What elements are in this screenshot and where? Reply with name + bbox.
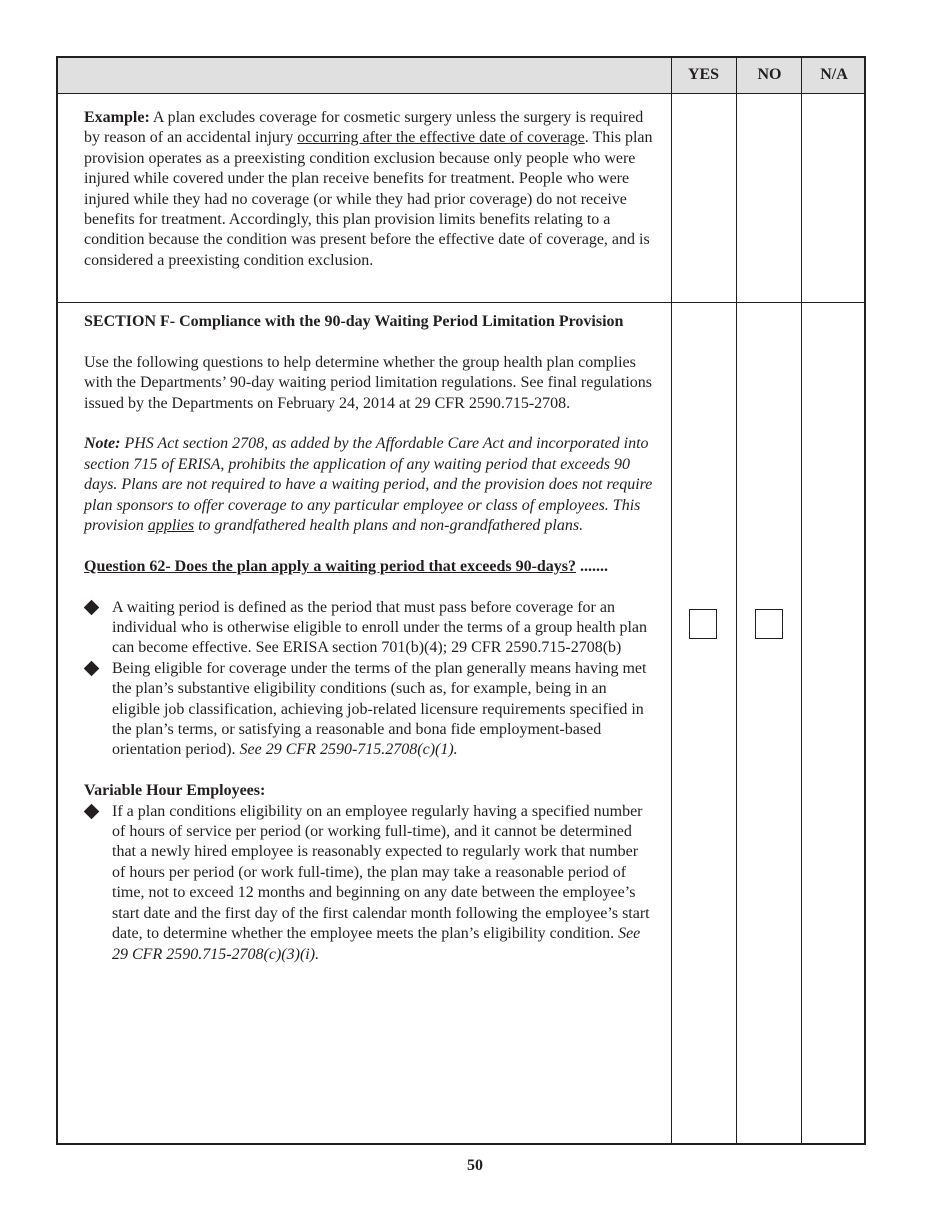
section-f — [84, 312, 654, 965]
list-item: A waiting period is defined as the period that must pass before coverage for an individual who is otherwise eligible to enroll under the terms of a group health plan can become effective. See ERISA section 701(b)(4); 29 CFR 2590.715-2708(b) — [84, 598, 654, 659]
divider — [801, 58, 802, 1143]
list-item: Being eligible for coverage under the terms of the plan generally means having met the plan’s substantive eligibility conditions (such as, for example, being in an eligible job classification, achieving job-related licensure requirements specified in the plan’s terms, or satisfying a reasonable and bona fide employment-based orientation period). See 29 CFR 2590-715.2708(c)(1). — [84, 659, 654, 761]
page-number: 50 — [467, 1157, 483, 1174]
section-title: SECTION F- Compliance with the 90-day Waiting Period Limitation Provision — [84, 313, 624, 330]
example-label: Example: — [84, 109, 150, 126]
q62-yes-checkbox[interactable] — [689, 609, 717, 639]
section-note: Note: PHS Act section 2708, as added by the Affordable Care Act and incorporated into section 715 of ERISA, prohibits the application of any waiting period that exceeds 90 days. Plans are not required to have a waiting period, and the provision does not require plan sponsors to offer coverage to any particular employee or class of employees. This provision applies to grandfathered health plans and non-grandfathered plans. — [84, 435, 653, 535]
divider — [58, 302, 864, 303]
divider — [58, 93, 864, 94]
divider — [736, 58, 737, 1143]
checklist-table — [56, 56, 866, 1145]
variable-hour-heading: Variable Hour Employees: — [84, 782, 266, 800]
na-column-header: N/A — [820, 66, 848, 83]
section-intro: Use the following questions to help determine whether the group health plan complies with the Departments’ 90-day waiting period limitation regulations. See final regulations issued by the Departments on February 24, 2014 at 29 CFR 2590.715-2708. — [84, 353, 653, 412]
list-item: If a plan conditions eligibility on an employee regularly having a specified number of hours of service per period (or working full-time), and it cannot be determined that a newly hired employee is reasonably expected to regularly work that number of hours per period (or work full-time), the plan may take a reasonable period of time, not to exceed 12 months and beginning on any date between the employee’s start date and the first day of the first calendar month following the employee’s start date, to determine whether the employee meets the plan’s eligibility condition. See 29 CFR 2590.715-2708(c)(3)(i). — [84, 802, 654, 965]
diamond-bullet-icon — [84, 803, 100, 819]
divider — [671, 58, 672, 1143]
no-column-header: NO — [757, 66, 782, 83]
q62-no-checkbox[interactable] — [755, 609, 783, 639]
diamond-bullet-icon — [84, 599, 100, 615]
example-text: Example: A plan excludes coverage for cosmetic surgery unless the surgery is required by reason of an accidental injury occurring after the effective date of coverage. This plan provision operates as a preexisting condition exclusion because only people who were injured while covered under the plan receive benefits for treatment. People who were injured while they had no coverage (or while they had prior coverage) do not receive benefits for treatment. Accordingly, this plan provision limits benefits relating to a condition because the condition was present before the effective date of coverage, and is considered a preexisting condition exclusion. — [84, 109, 653, 269]
question-62: Question 62- Does the plan apply a waiting period that exceeds 90-days? ....... — [84, 557, 609, 575]
example-underlined-phrase: occurring after the effective date of coverage — [297, 129, 585, 147]
diamond-bullet-icon — [84, 661, 100, 677]
yes-column-header: YES — [687, 66, 720, 83]
